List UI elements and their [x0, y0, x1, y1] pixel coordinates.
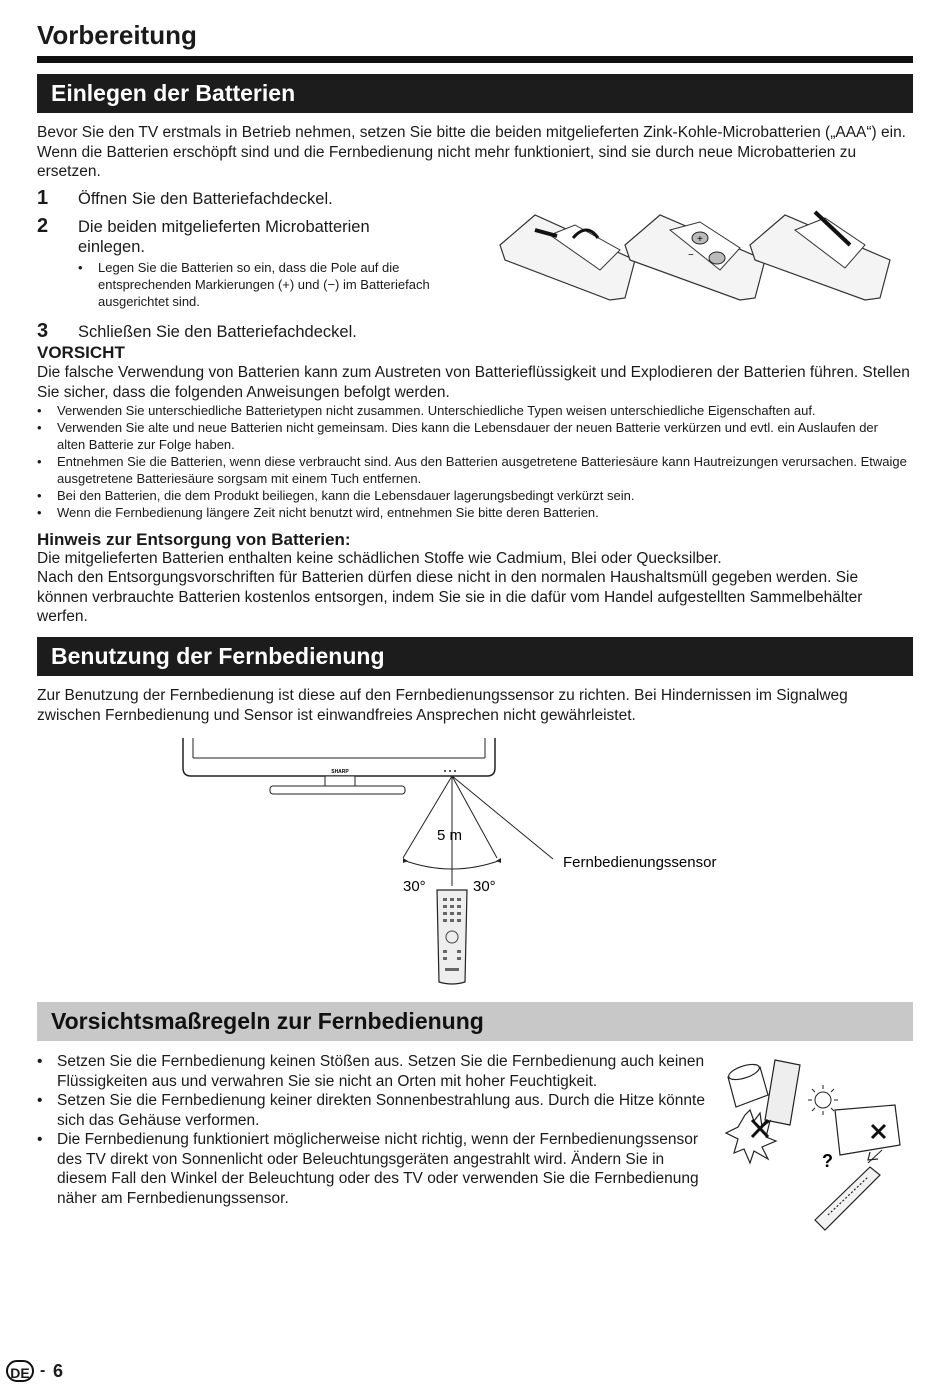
- step-text: Öffnen Sie den Batteriefachdeckel.: [78, 190, 333, 208]
- step-number: 1: [37, 187, 49, 209]
- section-heading-precautions: Vorsichtsmaßregeln zur Fernbedienung: [37, 1002, 913, 1041]
- remote-control-icon: [437, 890, 467, 984]
- angle-right-label: 30°: [473, 878, 496, 895]
- caution-item: • Bei den Batterien, die dem Produkt beiliegen, kann die Lebensdauer lagerungsbedingt verkürzt sein.: [37, 487, 907, 504]
- caution-title: VORSICHT: [37, 343, 125, 362]
- caution-item: • Wenn die Fernbedienung längere Zeit nicht benutzt wird, entnehmen Sie bitte deren Batterien.: [37, 504, 907, 521]
- caution-item: • Verwenden Sie unterschiedliche Batterietypen nicht zusammen. Unterschiedliche Typen weisen unterschiedliche Eigenschaften auf.: [37, 402, 907, 419]
- step-1: [37, 187, 477, 213]
- step-2: [37, 215, 477, 257]
- page-title: Vorbereitung: [37, 20, 197, 50]
- language-badge: DE: [6, 1360, 34, 1382]
- sun-icon: [808, 1085, 838, 1115]
- disposal-text-1: Die mitgelieferten Batterien enthalten keine schädlichen Stoffe wie Cadmium, Blei oder Quecksilber.: [37, 550, 722, 567]
- battery-steps: [37, 187, 477, 343]
- precautions-illustration: [720, 1055, 910, 1235]
- precautions-list: [37, 1052, 713, 1208]
- step-number: 2: [37, 215, 49, 237]
- batteries-intro: Bevor Sie den TV erstmals in Betrieb nehmen, setzen Sie bitte die beiden mitgelieferten Zink-Kohle-Microbatterien („AAA“) ein. Wenn die Batterien erschöpft sind und die Fernbedienung nicht mehr funktioniert, sind sie durch neue Microbatterien zu ersetzen.: [37, 124, 906, 180]
- precaution-item: • Setzen Sie die Fernbedienung keiner direkten Sonnenbestrahlung aus. Durch die Hitze könnte sich das Gehäuse verformen.: [37, 1091, 713, 1130]
- page-number: 6: [53, 1361, 64, 1381]
- section-heading-batteries: Einlegen der Batterien: [37, 74, 913, 113]
- angle-left-label: 30°: [403, 878, 426, 895]
- sensor-label: Fernbedienungssensor: [563, 854, 717, 871]
- remote-range-diagram: [175, 738, 775, 988]
- caution-list: [37, 402, 907, 521]
- precaution-item: • Setzen Sie die Fernbedienung keinen Stößen aus. Setzen Sie die Fernbedienung auch keinen Flüssigkeiten aus und verwahren Sie sie nicht an Orten mit hoher Feuchtigkeit.: [37, 1052, 713, 1091]
- tv-brand-label: SHARP: [331, 769, 349, 775]
- disposal-title: Hinweis zur Entsorgung von Batterien:: [37, 530, 351, 549]
- step-2-note: • Legen Sie die Batterien so ein, dass die Pole auf die entsprechenden Markierungen (+) und (−) im Batteriefach ausgerichtet sind.: [78, 259, 488, 310]
- section-heading-usage: Benutzung der Fernbedienung: [37, 637, 913, 676]
- step-text: Schließen Sie den Batteriefachdeckel.: [78, 323, 357, 341]
- battery-insertion-illustration: [495, 200, 905, 310]
- distance-label: 5 m: [437, 827, 463, 844]
- title-rule: [37, 56, 913, 63]
- signal-range-lines: [403, 776, 553, 886]
- plus-mark: +: [697, 234, 703, 245]
- disposal-text-2: Nach den Entsorgungsvorschriften für Batterien dürfen diese nicht in den normalen Haushaltsmüll gegeben werden. Sie können verbrauchte Batterien kostenlos entsorgen, indem Sie sie in die dafür vom Handel aufgestellten Sammelbehälter werfen.: [37, 569, 863, 625]
- tv-bottom: [183, 738, 495, 794]
- tv-icon: [835, 1105, 900, 1160]
- question-mark: ?: [822, 1151, 833, 1171]
- precaution-item: • Die Fernbedienung funktioniert möglicherweise nicht richtig, wenn der Fernbedienungssensor des TV direkt von Sonnenlicht oder Beleuchtungsgeräten angestrahlt wird. Ändern Sie in diesem Fall den Winkel der Beleuchtung oder des TV oder verwenden Sie die Fernbedienung näher am Fernbedienungssensor.: [37, 1130, 713, 1208]
- caution-item: • Entnehmen Sie die Batterien, wenn diese verbraucht sind. Aus den Batterien ausgetretene Batteriesäure kann Hautreizungen verursachen. Etwaige ausgetretene Batteriesäure sorgsam mit einem Tuch entfernen.: [37, 453, 907, 487]
- usage-text: Zur Benutzung der Fernbedienung ist diese auf den Fernbedienungssensor zu richten. Bei Hindernissen im Signalweg zwischen Fernbedienung und Sensor ist einwandfreies Ansprechen nicht gewährleistet.: [37, 687, 848, 724]
- caution-text: Die falsche Verwendung von Batterien kann zum Austreten von Batterieflüssigkeit und Explodieren der Batterien führen. Stellen Sie sicher, dass die folgenden Anweisungen befolgt werden.: [37, 364, 910, 401]
- step-3: [37, 320, 477, 343]
- footer-separator: -: [40, 1362, 46, 1379]
- caution-item: • Verwenden Sie alte und neue Batterien nicht gemeinsam. Dies kann die Lebensdauer der neuen Batterie verkürzen und evtl. ein Auslaufen der alten Batterie zur Folge haben.: [37, 419, 907, 453]
- minus-mark: −: [688, 250, 694, 261]
- liquid-cup-icon: [726, 1060, 800, 1163]
- remote-control-icon: [815, 1167, 880, 1230]
- step-number: 3: [37, 320, 49, 342]
- step-text: Die beiden mitgelieferten Microbatterien einlegen.: [78, 218, 370, 256]
